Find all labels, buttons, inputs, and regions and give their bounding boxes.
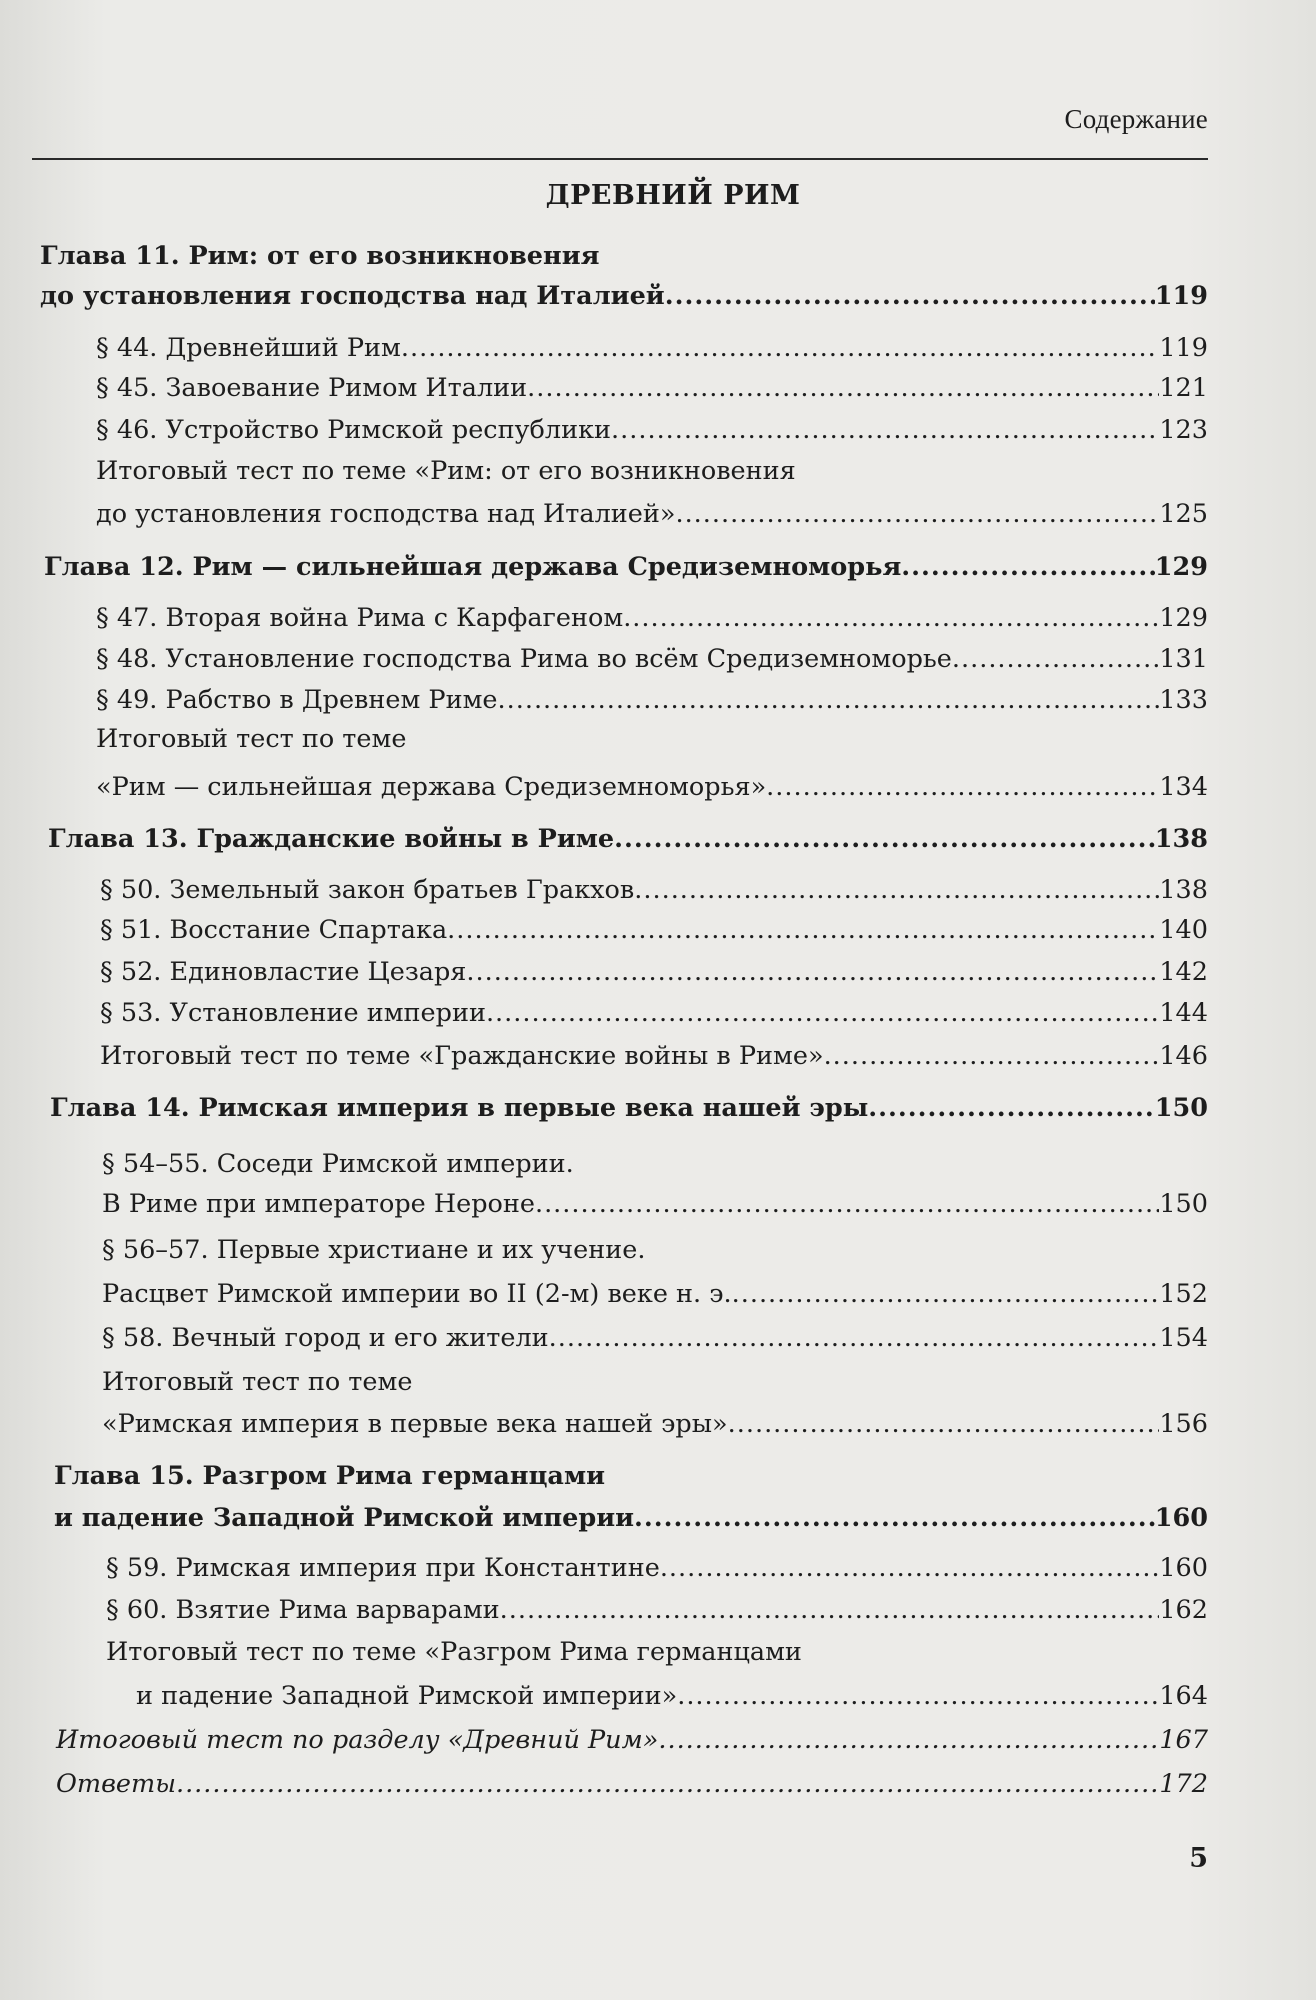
leader-dots <box>176 1760 1159 1808</box>
page-ref: 140 <box>1159 915 1208 945</box>
page-ref: 164 <box>1159 1681 1208 1711</box>
toc-test-14: «Римская империя в первые века нашей эры» ..... 156 <box>102 1400 1208 1448</box>
page-ref: 156 <box>1159 1409 1208 1439</box>
leader-dots <box>728 1400 1160 1448</box>
toc-section-51: § 51. Восстание Спартака ..... 140 <box>100 906 1208 954</box>
toc-test-12-line1: Итоговый тест по теме <box>96 724 407 754</box>
toc-section-44: § 44. Древнейший Рим ..... 119 <box>96 324 1208 372</box>
toc-test-11-line1: Итоговый тест по теме «Рим: от его возникновения <box>96 456 796 486</box>
page-ref: 146 <box>1159 1041 1208 1071</box>
toc-section-52: § 52. Единовластие Цезаря ..... 142 <box>100 948 1208 996</box>
leader-dots <box>447 906 1159 954</box>
toc-test-13: Итоговый тест по теме «Гражданские войны в Риме» ..... 146 <box>100 1032 1208 1080</box>
toc-chapter-15: и падение Западной Римской империи ..... 160 <box>54 1494 1208 1542</box>
leader-dots <box>660 1544 1160 1592</box>
toc-section-48: § 48. Установление господства Рима во всём Средиземноморье ..... 131 <box>96 635 1208 683</box>
toc-section-50: § 50. Земельный закон братьев Гракхов ..... 138 <box>100 866 1208 914</box>
toc-section-60: § 60. Взятие Рима варварами ..... 162 <box>106 1586 1208 1634</box>
toc-section-56-57: Расцвет Римской империи во II (2-м) веке н. э. ..... 152 <box>102 1270 1208 1318</box>
toc-section-54-55-line1: § 54–55. Соседи Римской империи. <box>102 1149 574 1179</box>
toc-chapter-13: Глава 13. Гражданские войны в Риме ..... 138 <box>48 815 1208 863</box>
leader-dots <box>824 1032 1160 1080</box>
toc-test-14-line1: Итоговый тест по теме <box>102 1367 413 1397</box>
toc-test-15: и падение Западной Римской империи» ..... 164 <box>136 1672 1208 1720</box>
page-ref: 119 <box>1154 281 1208 311</box>
leader-dots <box>732 1270 1160 1318</box>
page-ref: 142 <box>1159 957 1208 987</box>
page-ref: 131 <box>1159 644 1208 674</box>
toc-section-54-55: В Риме при императоре Нероне ..... 150 <box>102 1180 1208 1228</box>
page-ref: 160 <box>1154 1503 1208 1533</box>
page-number: 5 <box>1189 1843 1208 1874</box>
toc-test-15-line1: Итоговый тест по теме «Разгром Рима германцами <box>106 1637 802 1667</box>
toc-section-53: § 53. Установление империи ..... 144 <box>100 989 1208 1037</box>
toc-chapter-11: до установления господства над Италией ..... 119 <box>40 272 1208 320</box>
page-ref: 129 <box>1159 603 1208 633</box>
leader-dots <box>527 364 1159 412</box>
leader-dots <box>868 1084 1154 1132</box>
leader-dots <box>766 763 1159 811</box>
page-ref: 167 <box>1159 1725 1208 1755</box>
page-ref: 123 <box>1159 415 1208 445</box>
toc-section-45: § 45. Завоевание Римом Италии ..... 121 <box>96 364 1208 412</box>
toc-answers: Ответы ..... 172 <box>56 1760 1208 1808</box>
page-ref: 162 <box>1159 1595 1208 1625</box>
leader-dots <box>675 490 1159 538</box>
toc-chapter-12: Глава 12. Рим — сильнейшая держава Средиземноморья ..... 129 <box>44 543 1208 591</box>
toc-test-11: до установления господства над Италией» ..... 125 <box>96 490 1208 538</box>
page-ref: 150 <box>1159 1189 1208 1219</box>
running-header: Содержание <box>1064 104 1208 134</box>
toc-section-49: § 49. Рабство в Древнем Риме ..... 133 <box>96 676 1208 724</box>
leader-dots <box>549 1314 1160 1362</box>
page-ref: 154 <box>1159 1323 1208 1353</box>
toc-test-12: «Рим — сильнейшая держава Средиземноморья» ..... 134 <box>96 763 1208 811</box>
page-ref: 134 <box>1159 772 1208 802</box>
page-ref: 172 <box>1159 1769 1208 1799</box>
page-ref: 144 <box>1159 998 1208 1028</box>
page-ref: 138 <box>1159 875 1208 905</box>
toc-final-test: Итоговый тест по разделу «Древний Рим» ..... 167 <box>56 1716 1208 1764</box>
page-ref: 119 <box>1159 333 1208 363</box>
leader-dots <box>500 1586 1160 1634</box>
leader-dots <box>677 1672 1159 1720</box>
toc-section-56-57-line1: § 56–57. Первые христиане и их учение. <box>102 1235 646 1265</box>
toc-section-59: § 59. Римская империя при Константине ..... 160 <box>106 1544 1208 1592</box>
page-ref: 138 <box>1154 824 1208 854</box>
page-ref: 152 <box>1159 1279 1208 1309</box>
leader-dots <box>486 989 1159 1037</box>
toc-chapter-15-line1: Глава 15. Разгром Рима германцами <box>54 1461 606 1491</box>
section-title: ДРЕВНИЙ РИМ <box>545 180 801 211</box>
toc-section-46: § 46. Устройство Римской республики ..... 123 <box>96 406 1208 454</box>
page-ref: 150 <box>1154 1093 1208 1123</box>
toc-chapter-14: Глава 14. Римская империя в первые века нашей эры ..... 150 <box>50 1084 1208 1132</box>
leader-dots <box>658 1716 1159 1764</box>
leader-dots <box>634 1494 1155 1542</box>
page-ref: 129 <box>1154 552 1208 582</box>
toc-section-47: § 47. Вторая война Рима с Карфагеном ..... 129 <box>96 594 1208 642</box>
leader-dots <box>535 1180 1159 1228</box>
leader-dots <box>614 815 1155 863</box>
page-ref: 160 <box>1159 1553 1208 1583</box>
page-ref: 121 <box>1159 373 1208 403</box>
page-ref: 125 <box>1159 499 1208 529</box>
toc-chapter-11-line1: Глава 11. Рим: от его возникновения <box>40 241 600 271</box>
leader-dots <box>665 272 1155 320</box>
leader-dots <box>901 543 1154 591</box>
toc-section-58: § 58. Вечный город и его жители ..... 154 <box>102 1314 1208 1362</box>
header-rule <box>32 158 1208 160</box>
page-ref: 133 <box>1159 685 1208 715</box>
